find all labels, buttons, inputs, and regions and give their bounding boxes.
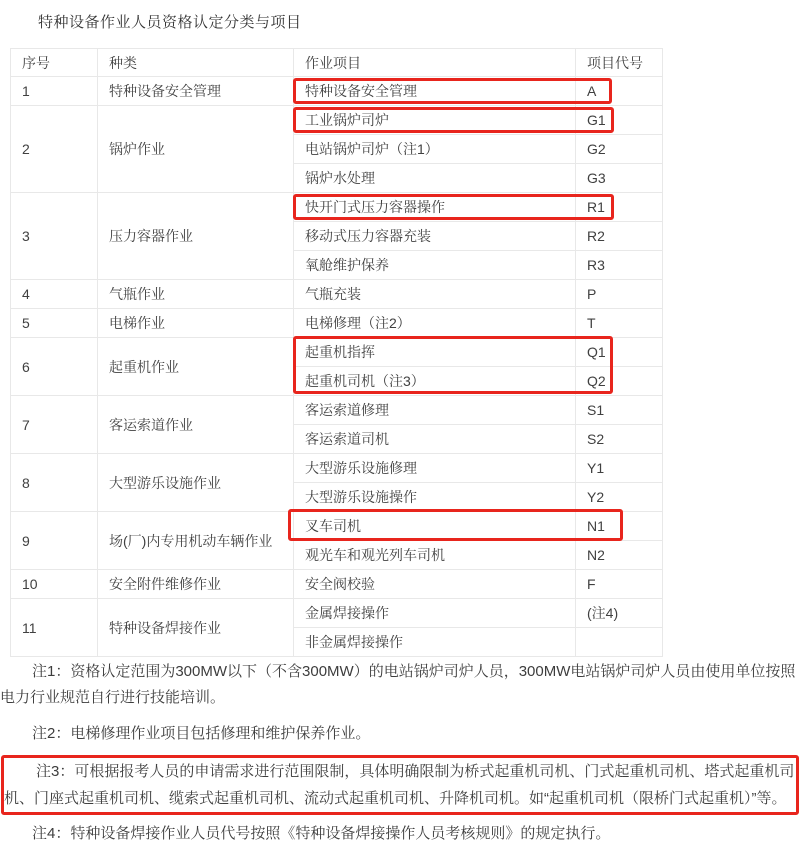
- cell-project: 金属焊接操作: [294, 599, 576, 628]
- cell-code: F: [576, 570, 663, 599]
- cell-project: 客运索道修理: [294, 396, 576, 425]
- cell-no: 11: [11, 599, 98, 657]
- cell-code: A: [576, 77, 663, 106]
- table-row: [11, 309, 663, 338]
- cell-no: 7: [11, 396, 98, 454]
- cell-no: 5: [11, 309, 98, 338]
- cell-project: 安全阀校验: [294, 570, 576, 599]
- page-title: 特种设备作业人员资格认定分类与项目: [38, 14, 302, 31]
- table-row: [11, 193, 663, 222]
- cell-code: Q2: [576, 367, 663, 396]
- header-col-no: 序号: [11, 49, 98, 77]
- cell-category: 安全附件维修作业: [98, 570, 294, 599]
- table-row: [11, 396, 663, 425]
- cell-category: 场(厂)内专用机动车辆作业: [98, 512, 294, 570]
- cell-code: [576, 628, 663, 657]
- table-row: [11, 454, 663, 483]
- cell-no: 6: [11, 338, 98, 396]
- note-1: 注1：资格认定范围为300MW以下（不含300MW）的电站锅炉司炉人员，300MW电站锅炉司炉人员由使用单位按照电力行业规范自行进行技能培训。: [0, 663, 796, 706]
- cell-category: 压力容器作业: [98, 193, 294, 280]
- cell-category: 电梯作业: [98, 309, 294, 338]
- cell-no: 1: [11, 77, 98, 106]
- cell-project: 锅炉水处理: [294, 164, 576, 193]
- table-row: [11, 106, 663, 135]
- cell-project: 起重机指挥: [294, 338, 576, 367]
- cell-project: 大型游乐设施修理: [294, 454, 576, 483]
- cell-code: G1: [576, 106, 663, 135]
- table-row: [11, 77, 663, 106]
- cell-code: N1: [576, 512, 663, 541]
- cell-category: 锅炉作业: [98, 106, 294, 193]
- cell-project: 起重机司机（注3）: [294, 367, 576, 396]
- table-row: [11, 512, 663, 541]
- cell-no: 8: [11, 454, 98, 512]
- cell-project: 叉车司机: [294, 512, 576, 541]
- cell-code: G3: [576, 164, 663, 193]
- cell-project: 氧舱维护保养: [294, 251, 576, 280]
- note-3-highlighted: 注3：可根据报考人员的申请需求进行范围限制，具体明确限制为桥式起重机司机、门式起重机司机、塔式起重机司机、门座式起重机司机、缆索式起重机司机、流动式起重机司机、升降机司机。如“起重机司机（限桥门式起重机）”等。: [1, 755, 799, 815]
- cell-project: 工业锅炉司炉: [294, 106, 576, 135]
- cell-code: Y1: [576, 454, 663, 483]
- cell-category: 大型游乐设施作业: [98, 454, 294, 512]
- cell-code: P: [576, 280, 663, 309]
- cell-code: T: [576, 309, 663, 338]
- cell-code: G2: [576, 135, 663, 164]
- header-col-code: 项目代号: [576, 49, 663, 77]
- cell-no: 9: [11, 512, 98, 570]
- cell-code: S1: [576, 396, 663, 425]
- cell-category: 特种设备安全管理: [98, 77, 294, 106]
- cell-no: 10: [11, 570, 98, 599]
- cell-project: 电梯修理（注2）: [294, 309, 576, 338]
- table-header-row: [11, 49, 663, 77]
- cell-code: R3: [576, 251, 663, 280]
- cell-no: 3: [11, 193, 98, 280]
- note-4: 注4：特种设备焊接作业人员代号按照《特种设备焊接操作人员考核规则》的规定执行。: [32, 825, 611, 842]
- cell-project: 非金属焊接操作: [294, 628, 576, 657]
- note-2: 注2：电梯修理作业项目包括修理和维护保养作业。: [32, 725, 371, 742]
- cell-no: 4: [11, 280, 98, 309]
- cell-no: 2: [11, 106, 98, 193]
- cell-category: 起重机作业: [98, 338, 294, 396]
- header-col-project: 作业项目: [294, 49, 576, 77]
- cell-code: N2: [576, 541, 663, 570]
- cell-project: 特种设备安全管理: [294, 77, 576, 106]
- cell-project: 快开门式压力容器操作: [294, 193, 576, 222]
- cell-category: 气瓶作业: [98, 280, 294, 309]
- cell-category: 客运索道作业: [98, 396, 294, 454]
- cell-code: R2: [576, 222, 663, 251]
- cell-code: S2: [576, 425, 663, 454]
- qualification-table: [10, 48, 663, 657]
- cell-project: 大型游乐设施操作: [294, 483, 576, 512]
- cell-category: 特种设备焊接作业: [98, 599, 294, 657]
- cell-project: 移动式压力容器充装: [294, 222, 576, 251]
- cell-project: 观光车和观光列车司机: [294, 541, 576, 570]
- table-row: [11, 570, 663, 599]
- header-col-category: 种类: [98, 49, 294, 77]
- cell-code: Y2: [576, 483, 663, 512]
- table-row: [11, 599, 663, 628]
- cell-code: R1: [576, 193, 663, 222]
- table-row: [11, 338, 663, 367]
- cell-code: (注4): [576, 599, 663, 628]
- cell-project: 客运索道司机: [294, 425, 576, 454]
- cell-project: 气瓶充装: [294, 280, 576, 309]
- cell-project: 电站锅炉司炉（注1）: [294, 135, 576, 164]
- table-row: [11, 280, 663, 309]
- cell-code: Q1: [576, 338, 663, 367]
